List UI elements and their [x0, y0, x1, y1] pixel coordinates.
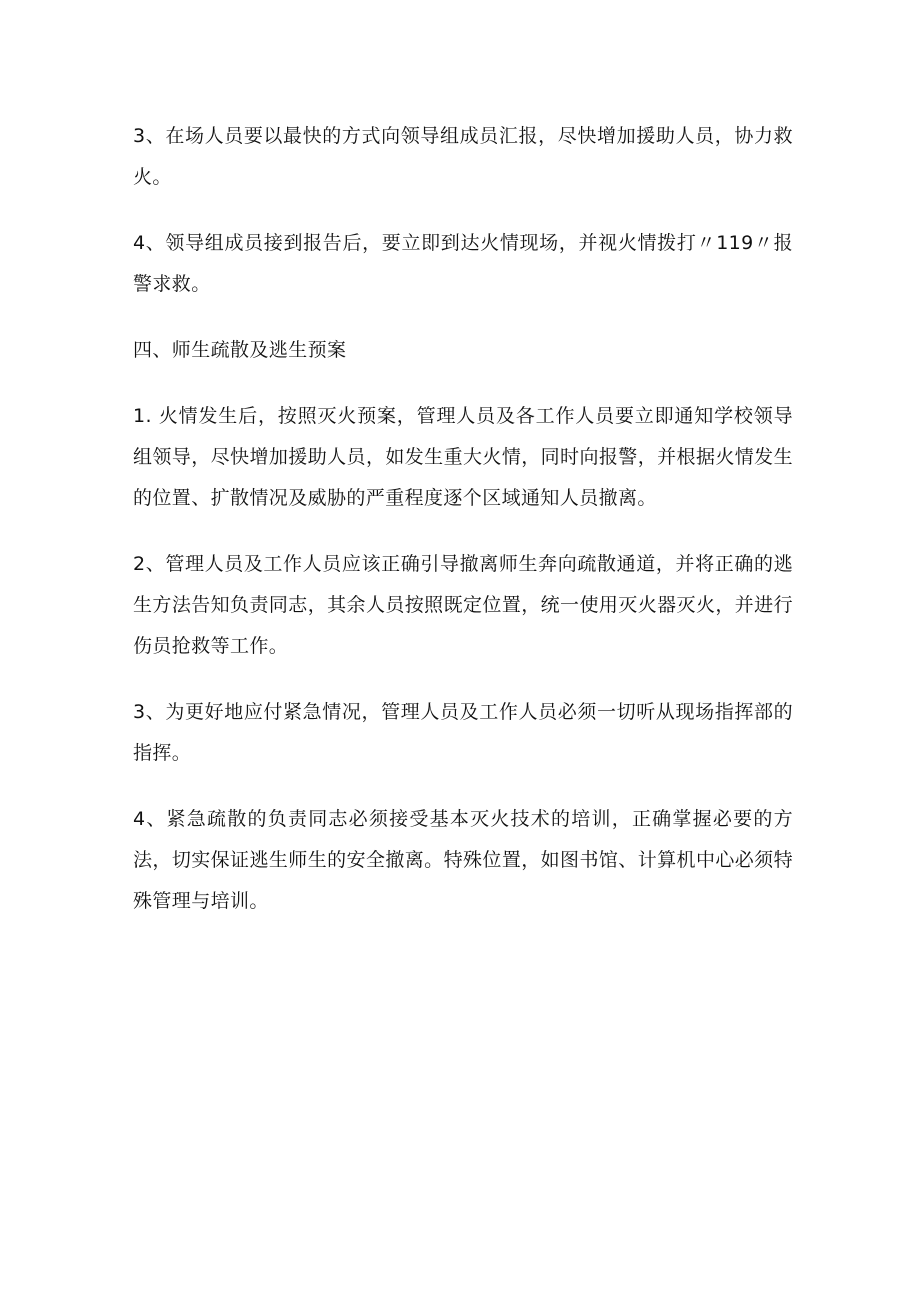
paragraph-call-119: 4、领导组成员接到报告后，要立即到达火情现场，并视火情拨打〃119〃报警求救。	[133, 232, 793, 295]
paragraph-report-to-leaders: 3、在场人员要以最快的方式向领导组成员汇报，尽快增加援助人员，协力救火。	[133, 125, 793, 188]
paragraph-evacuation-3: 3、为更好地应付紧急情况，管理人员及工作人员必须一切听从现场指挥部的指挥。	[133, 701, 793, 764]
paragraph-evacuation-2: 2、管理人员及工作人员应该正确引导撤离师生奔向疏散通道，并将正确的逃生方法告知负责同志，其余人员按照既定位置，统一使用灭火器灭火，并进行伤员抢救等工作。	[133, 553, 793, 657]
paragraph-evacuation-1: 1. 火情发生后，按照灭火预案，管理人员及各工作人员要立即通知学校领导组领导，尽快增加援助人员，如发生重大火情，同时向报警，并根据火情发生的位置、扩散情况及威胁的严重程度逐个区域通知人员撤离。	[133, 405, 793, 509]
section-heading-evacuation: 四、师生疏散及逃生预案	[133, 339, 347, 361]
paragraph-evacuation-4: 4、紧急疏散的负责同志必须接受基本灭火技术的培训，正确掌握必要的方法，切实保证逃生师生的安全撤离。特殊位置，如图书馆、计算机中心必须特殊管理与培训。	[133, 808, 793, 912]
document-body	[133, 116, 793, 947]
